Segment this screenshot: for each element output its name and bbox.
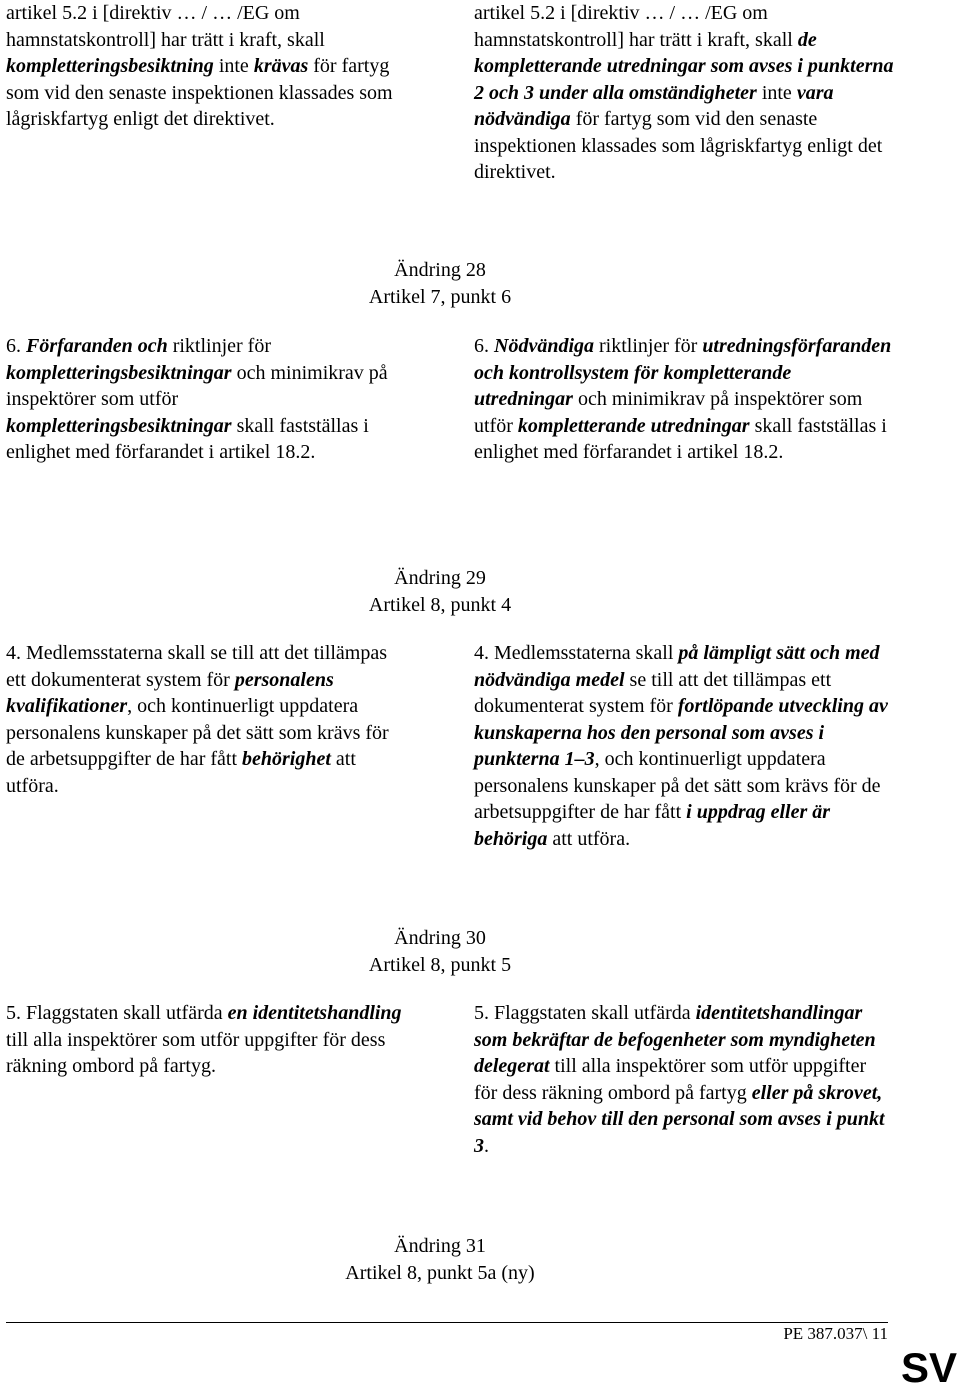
document-reference: PE 387.037\ 11 [783, 1324, 888, 1343]
block2-right-text [474, 640, 894, 852]
emphasized-text: kompletterande utredningar [517, 414, 750, 437]
emphasized-text: en identitetshandling [227, 1002, 402, 1024]
block0-right-text [474, 0, 894, 186]
block3-right-text [474, 1000, 894, 1159]
amendment-number: Ändring 29 [394, 567, 486, 589]
emphasized-text: eller på skrovet, samt vid behov till den personal som avses i punkt 3 [474, 1081, 885, 1157]
block3-left-text [6, 1000, 406, 1080]
amendment-number: Ändring 31 [394, 1235, 486, 1257]
text-run: 5. Flaggstaten skall utfärda [474, 1002, 696, 1024]
emphasized-text: behörighet [242, 748, 331, 770]
amendment-29-heading [0, 565, 880, 619]
emphasized-text: krävas [253, 55, 309, 77]
emphasized-text: Nödvändiga [494, 335, 594, 357]
text-run: och minimikrav på inspektörer som utför [474, 388, 863, 437]
language-code: SV [900, 1344, 957, 1391]
text-run: inte [756, 81, 797, 104]
article-reference: Artikel 8, punkt 4 [368, 594, 512, 616]
text-run: artikel 5.2 i [direktiv … / … /EG om hamnstatskontroll] har trätt i kraft, skall [474, 2, 798, 51]
amendment-31-heading [0, 1233, 880, 1287]
emphasized-text: de kompletterande utredningar som avses i punkterna 2 och 3 under alla omständigheter [474, 28, 894, 104]
text-run: att utföra. [6, 748, 356, 797]
emphasized-text: personalens kvalifikationer [6, 668, 334, 717]
emphasized-text: kompletteringsbesiktningar [6, 414, 232, 437]
emphasized-text: fortlöpande utveckling av kunskaperna hos den personal som avses i punkterna 1–3 [474, 695, 888, 770]
block1-right-text [474, 333, 894, 466]
text-run: och minimikrav på inspektörer som utför [6, 361, 388, 410]
text-run: 5. Flaggstaten skall utfärda [6, 1002, 228, 1024]
text-run: artikel 5.2 i [direktiv … / … /EG om hamnstatskontroll] har trätt i kraft, skall [6, 2, 325, 51]
text-run: för fartyg som vid den senaste inspektionen klassades som lågriskfartyg enligt det direktivet. [6, 55, 393, 130]
text-run: till alla inspektörer som utför uppgifter för dess räkning ombord på fartyg [474, 1055, 867, 1104]
text-run: 6. [474, 335, 494, 357]
amendment-28-heading [0, 257, 880, 311]
text-run: skall fastställas i enlighet med förfarandet i artikel 18.2. [6, 414, 369, 463]
emphasized-text: identitetshandlingar som bekräftar de befogenheter som myndigheten delegerat [474, 1002, 876, 1077]
block0-left-text [6, 0, 406, 133]
emphasized-text: i uppdrag eller är behöriga [474, 801, 831, 850]
text-run: , och kontinuerligt uppdatera personalens kunskaper på det sätt som krävs för de arbetsuppgifter de har fått [474, 748, 881, 823]
text-run: inte [213, 55, 254, 77]
text-run: till alla inspektörer som utför uppgifter för dess räkning ombord på fartyg. [6, 1028, 386, 1077]
emphasized-text: Förfaranden och [26, 335, 168, 357]
amendment-30-heading [0, 925, 880, 979]
text-run: se till att det tillämpas ett dokumenterat system för [474, 668, 832, 717]
emphasized-text: kompletteringsbesiktning [6, 55, 214, 77]
amendment-number: Ändring 30 [394, 927, 486, 949]
amendment-number: Ändring 28 [394, 259, 486, 281]
text-run: skall fastställas i enlighet med förfarandet i artikel 18.2. [474, 414, 887, 463]
article-reference: Artikel 7, punkt 6 [368, 286, 512, 308]
emphasized-text: på lämpligt sätt och med nödvändiga medel [474, 642, 880, 691]
text-run: riktlinjer för [594, 335, 703, 357]
article-reference: Artikel 8, punkt 5 [368, 954, 512, 976]
block2-left-text [6, 640, 406, 799]
text-run: , och kontinuerligt uppdatera personalens kunskaper på det sätt som krävs för de arbetsuppgifter de har fått [6, 695, 389, 770]
text-run: 4. Medlemsstaterna skall [474, 642, 679, 664]
block1-left-text [6, 333, 406, 466]
text-run: 6. [6, 335, 26, 357]
text-run: för fartyg som vid den senaste inspektionen klassades som lågriskfartyg enligt det direktivet. [474, 108, 883, 183]
emphasized-text: utredningsförfaranden och kontrollsystem för kompletterande utredningar [474, 335, 892, 410]
text-run: 4. Medlemsstaterna skall se till att det tillämpas ett dokumenterat system för [6, 642, 388, 691]
emphasized-text: vara nödvändiga [474, 81, 834, 130]
emphasized-text: kompletteringsbesiktningar [6, 361, 232, 384]
article-reference: Artikel 8, punkt 5a (ny) [345, 1262, 535, 1284]
footer-divider [6, 1322, 888, 1323]
text-run: . [484, 1134, 489, 1157]
text-run: riktlinjer för [167, 335, 272, 357]
text-run: att utföra. [547, 827, 631, 850]
